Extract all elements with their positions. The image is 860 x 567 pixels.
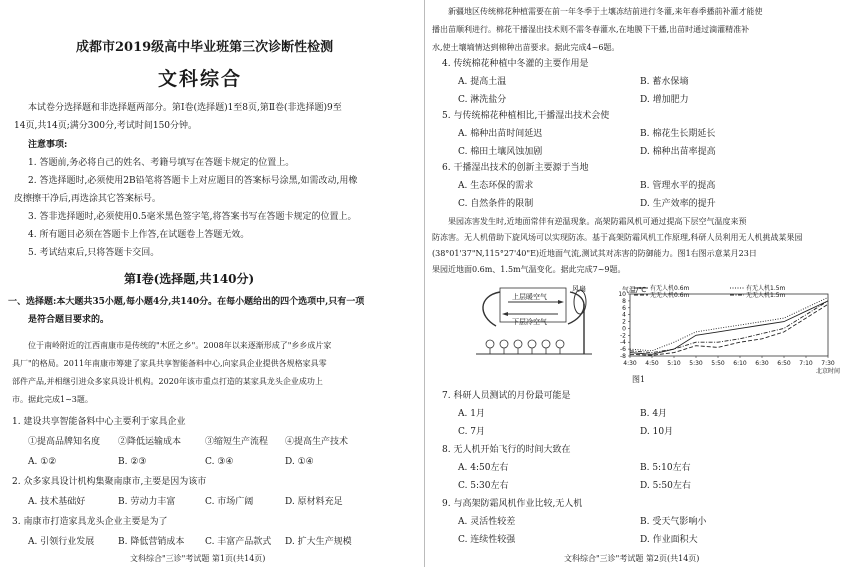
q6-option[interactable]: D. 生产效率的提升 — [640, 199, 716, 209]
passage-line: 果园冻害发生时,近地面常伴有逆温现象。高架防霜风机可通过提高下层空气温度来预 — [448, 217, 747, 226]
y-tick-label: -2 — [620, 332, 626, 340]
legend-label: 无无人机0.6m — [650, 292, 690, 299]
question-stem: 7. 科研人员测试的月份最可能是 — [442, 391, 571, 401]
y-tick-label: 2 — [622, 318, 626, 326]
x-tick-label: 7:10 — [799, 360, 813, 367]
temperature-chart — [600, 284, 860, 380]
section-heading: 一、选择题:本大题共35小题,每小题4分,共140分。在每小题给出的四个选项中,只有一项 — [8, 297, 365, 307]
q6-option[interactable]: B. 管理水平的提高 — [640, 181, 716, 191]
cold-air-label: 下层冷空气 — [512, 318, 547, 326]
fan-label: 风扇 — [572, 284, 586, 293]
page-divider — [424, 0, 425, 567]
passage-line: 部件产品,并相继引进众多家具设计机构。2020年该市重点打造的某家具龙头企业成功上 — [12, 377, 323, 386]
q7-option[interactable]: C. 7月 — [458, 427, 486, 437]
x-tick-label: 6:30 — [755, 360, 769, 367]
q9-option[interactable]: B. 受天气影响小 — [640, 517, 707, 527]
left-page — [0, 0, 422, 567]
question-stem: 6. 干播湿出技术的创新主要源于当地 — [442, 163, 589, 173]
y-tick-label: -4 — [620, 339, 626, 347]
q7-option[interactable]: B. 4月 — [640, 409, 668, 419]
intro-line: 播出苗顺利进行。棉花干播湿出技术则不需冬春灌水,在地膜下干播,出苗时通过滴灌精准补 — [432, 25, 750, 34]
q2-option[interactable]: C. 市场广阔 — [205, 497, 254, 507]
x-tick-label: 5:50 — [711, 360, 725, 367]
notice-item: 3. 答非选择题时,必须使用0.5毫米黑色签字笔,将答案书写在答题卡规定的位置上。 — [28, 212, 357, 222]
plot-frame — [630, 294, 828, 356]
question-stem: 1. 建设共享智能备料中心主要利于家具企业 — [12, 417, 186, 427]
notice-item: 4. 所有题目必须在答题卡上作答,在试题卷上答题无效。 — [28, 230, 250, 240]
fan-diagram — [472, 282, 602, 372]
notice-item: 5. 考试结束后,只将答题卡交回。 — [28, 248, 160, 258]
q4-option[interactable]: D. 增加肥力 — [640, 95, 689, 105]
x-tick-label: 6:50 — [777, 360, 791, 367]
y-tick-label: 4 — [622, 311, 626, 319]
q7-option[interactable]: A. 1月 — [458, 409, 485, 419]
passage-line: 位于南岭附近的江西南康市是传统的"木匠之乡"。2008年以来逐渐形成了"乡乡成片家 — [28, 341, 332, 350]
q9-option[interactable]: D. 作业面积大 — [640, 535, 698, 545]
y-tick-label: 8 — [622, 297, 626, 305]
x-tick-label: 6:10 — [733, 360, 747, 367]
circulation-arrow-left — [483, 292, 500, 326]
x-axis-label: 北京时间 — [815, 368, 841, 375]
passage-line: 果园近地面0.6m、1.5m气温变化。据此完成7~9题。 — [432, 265, 626, 274]
q5-option[interactable]: C. 棉田土壤风蚀加剧 — [458, 147, 543, 157]
question-stem: 4. 传统棉花种植中冬灌的主要作用是 — [442, 59, 589, 69]
page-footer: 文科综合"三诊"考试题 第2页(共14页) — [564, 554, 700, 563]
intro-line: 新疆地区传统棉花种植需要在前一年冬季于土壤冻结前进行冬灌,来年春季播前补灌才能使 — [448, 7, 763, 16]
q1-option[interactable]: C. ③④ — [205, 457, 234, 467]
q1-item: ①提高品牌知名度 — [28, 437, 101, 447]
q2-option[interactable]: A. 技术基础好 — [28, 497, 86, 507]
x-tick-label: 7:30 — [821, 360, 835, 367]
passage-line: 市。据此完成1~3题。 — [12, 395, 93, 404]
q6-option[interactable]: A. 生态环保的需求 — [458, 181, 534, 191]
q3-option[interactable]: C. 丰富产品款式 — [205, 537, 272, 547]
passage-line: 具厂"的格局。2011年南康市筹建了家具共享智能备料中心,向家具企业提供各规格家具零 — [12, 359, 327, 368]
q3-option[interactable]: A. 引领行业发展 — [28, 537, 95, 547]
q8-option[interactable]: A. 4:50左右 — [458, 463, 509, 473]
notice-item: 2. 答选择题时,必须使用2B铅笔将答题卡上对应题目的答案标号涂黑,如需改动,用橡 — [28, 176, 358, 186]
q3-option[interactable]: D. 扩大生产规模 — [285, 537, 352, 547]
exam-title: 成都市2019级高中毕业班第三次诊断性检测 — [76, 40, 334, 55]
legend-label: 有无人机0.6m — [650, 285, 690, 292]
section-heading: 是符合题目要求的。 — [28, 315, 110, 325]
passage-line: 防冻害。无人机借助下旋风场可以实现防冻。基于高架防霜风机工作原理,科研人员利用无人机挑战某果园 — [432, 233, 803, 242]
warm-air-label: 上层暖空气 — [512, 293, 547, 301]
passage-line: (38°01'37"N,115°27'40"E)近地面气流,测试其对冻害的防御能力。图1右图示意某月23日 — [432, 249, 757, 258]
arrowhead-icon — [558, 300, 564, 304]
arrowhead-icon — [502, 312, 508, 316]
q4-option[interactable]: A. 提高土温 — [458, 77, 507, 87]
page-footer: 文科综合"三诊"考试题 第1页(共14页) — [130, 554, 266, 563]
series-line — [630, 297, 828, 350]
question-stem: 8. 无人机开始飞行的时间大致在 — [442, 445, 571, 455]
legend-label: 无无人机1.5m — [746, 292, 786, 299]
part-title: 第Ⅰ卷(选择题,共140分) — [124, 272, 255, 286]
q7-option[interactable]: D. 10月 — [640, 427, 674, 437]
x-tick-label: 5:10 — [667, 360, 681, 367]
intro-line: 水,使土壤墒情达到棉种出苗要求。据此完成4~6题。 — [432, 43, 620, 52]
x-tick-label: 5:30 — [689, 360, 703, 367]
legend-label: 有无人机1.5m — [746, 285, 786, 292]
q1-item: ②降低运输成本 — [118, 437, 182, 447]
series-line — [630, 301, 828, 354]
q5-option[interactable]: D. 棉种出苗率提高 — [640, 147, 716, 157]
notice-title: 注意事项: — [28, 140, 68, 150]
q8-option[interactable]: D. 5:50左右 — [640, 481, 691, 491]
subject-title: 文科综合 — [158, 68, 243, 90]
q5-option[interactable]: A. 棉种出苗时间延迟 — [458, 129, 543, 139]
intro-line: 本试卷分选择题和非选择题两部分。第Ⅰ卷(选择题)1至8页,第Ⅱ卷(非选择题)9至 — [28, 103, 342, 113]
notice-item: 1. 答题前,务必将自己的姓名、考籍号填写在答题卡规定的位置上。 — [28, 158, 295, 168]
y-tick-label: 6 — [622, 304, 626, 312]
q8-option[interactable]: B. 5:10左右 — [640, 463, 691, 473]
figure-caption: 图1 — [632, 375, 646, 384]
tree-row — [486, 340, 564, 354]
question-stem: 3. 南康市打造家具龙头企业主要是为了 — [12, 517, 168, 527]
y-tick-label: -8 — [620, 353, 626, 360]
q2-option[interactable]: B. 劳动力丰富 — [118, 497, 176, 507]
y-tick-label: 10 — [618, 291, 626, 298]
y-tick-label: 0 — [622, 325, 626, 333]
notice-item: 皮擦擦干净后,再选涂其它答案标号。 — [14, 194, 161, 204]
q9-option[interactable]: C. 连续性较强 — [458, 535, 516, 545]
q4-option[interactable]: C. 淋洗盐分 — [458, 95, 507, 105]
x-tick-label: 4:30 — [623, 360, 637, 367]
x-tick-label: 4:50 — [645, 360, 659, 367]
question-stem: 5. 与传统棉花种植相比,干播湿出技术会使 — [442, 111, 610, 121]
q1-option[interactable]: D. ①④ — [285, 457, 314, 467]
q1-option[interactable]: B. ②③ — [118, 457, 147, 467]
intro-line: 14页,共14页;满分300分,考试时间150分钟。 — [14, 121, 198, 131]
q1-item: ③缩短生产流程 — [205, 437, 269, 447]
y-axis-label: 气温/℃ — [622, 286, 647, 294]
question-stem: 2. 众多家具设计机构集聚南康市,主要是因为该市 — [12, 477, 207, 487]
question-stem: 9. 与高架防霜风机作业比较,无人机 — [442, 499, 583, 509]
q8-option[interactable]: C. 5:30左右 — [458, 481, 509, 491]
q3-option[interactable]: B. 降低营销成本 — [118, 537, 185, 547]
q5-option[interactable]: B. 棉花生长期延长 — [640, 129, 716, 139]
q1-item: ④提高生产技术 — [285, 437, 349, 447]
q9-option[interactable]: A. 灵活性较差 — [458, 517, 516, 527]
circulation-arrow-right — [568, 292, 584, 324]
q2-option[interactable]: D. 原材料充足 — [285, 497, 343, 507]
y-tick-label: -6 — [620, 346, 626, 354]
q6-option[interactable]: C. 自然条件的限制 — [458, 199, 534, 209]
q1-option[interactable]: A. ①② — [28, 457, 57, 467]
right-page — [428, 0, 860, 567]
q4-option[interactable]: B. 蓄水保墒 — [640, 77, 689, 87]
